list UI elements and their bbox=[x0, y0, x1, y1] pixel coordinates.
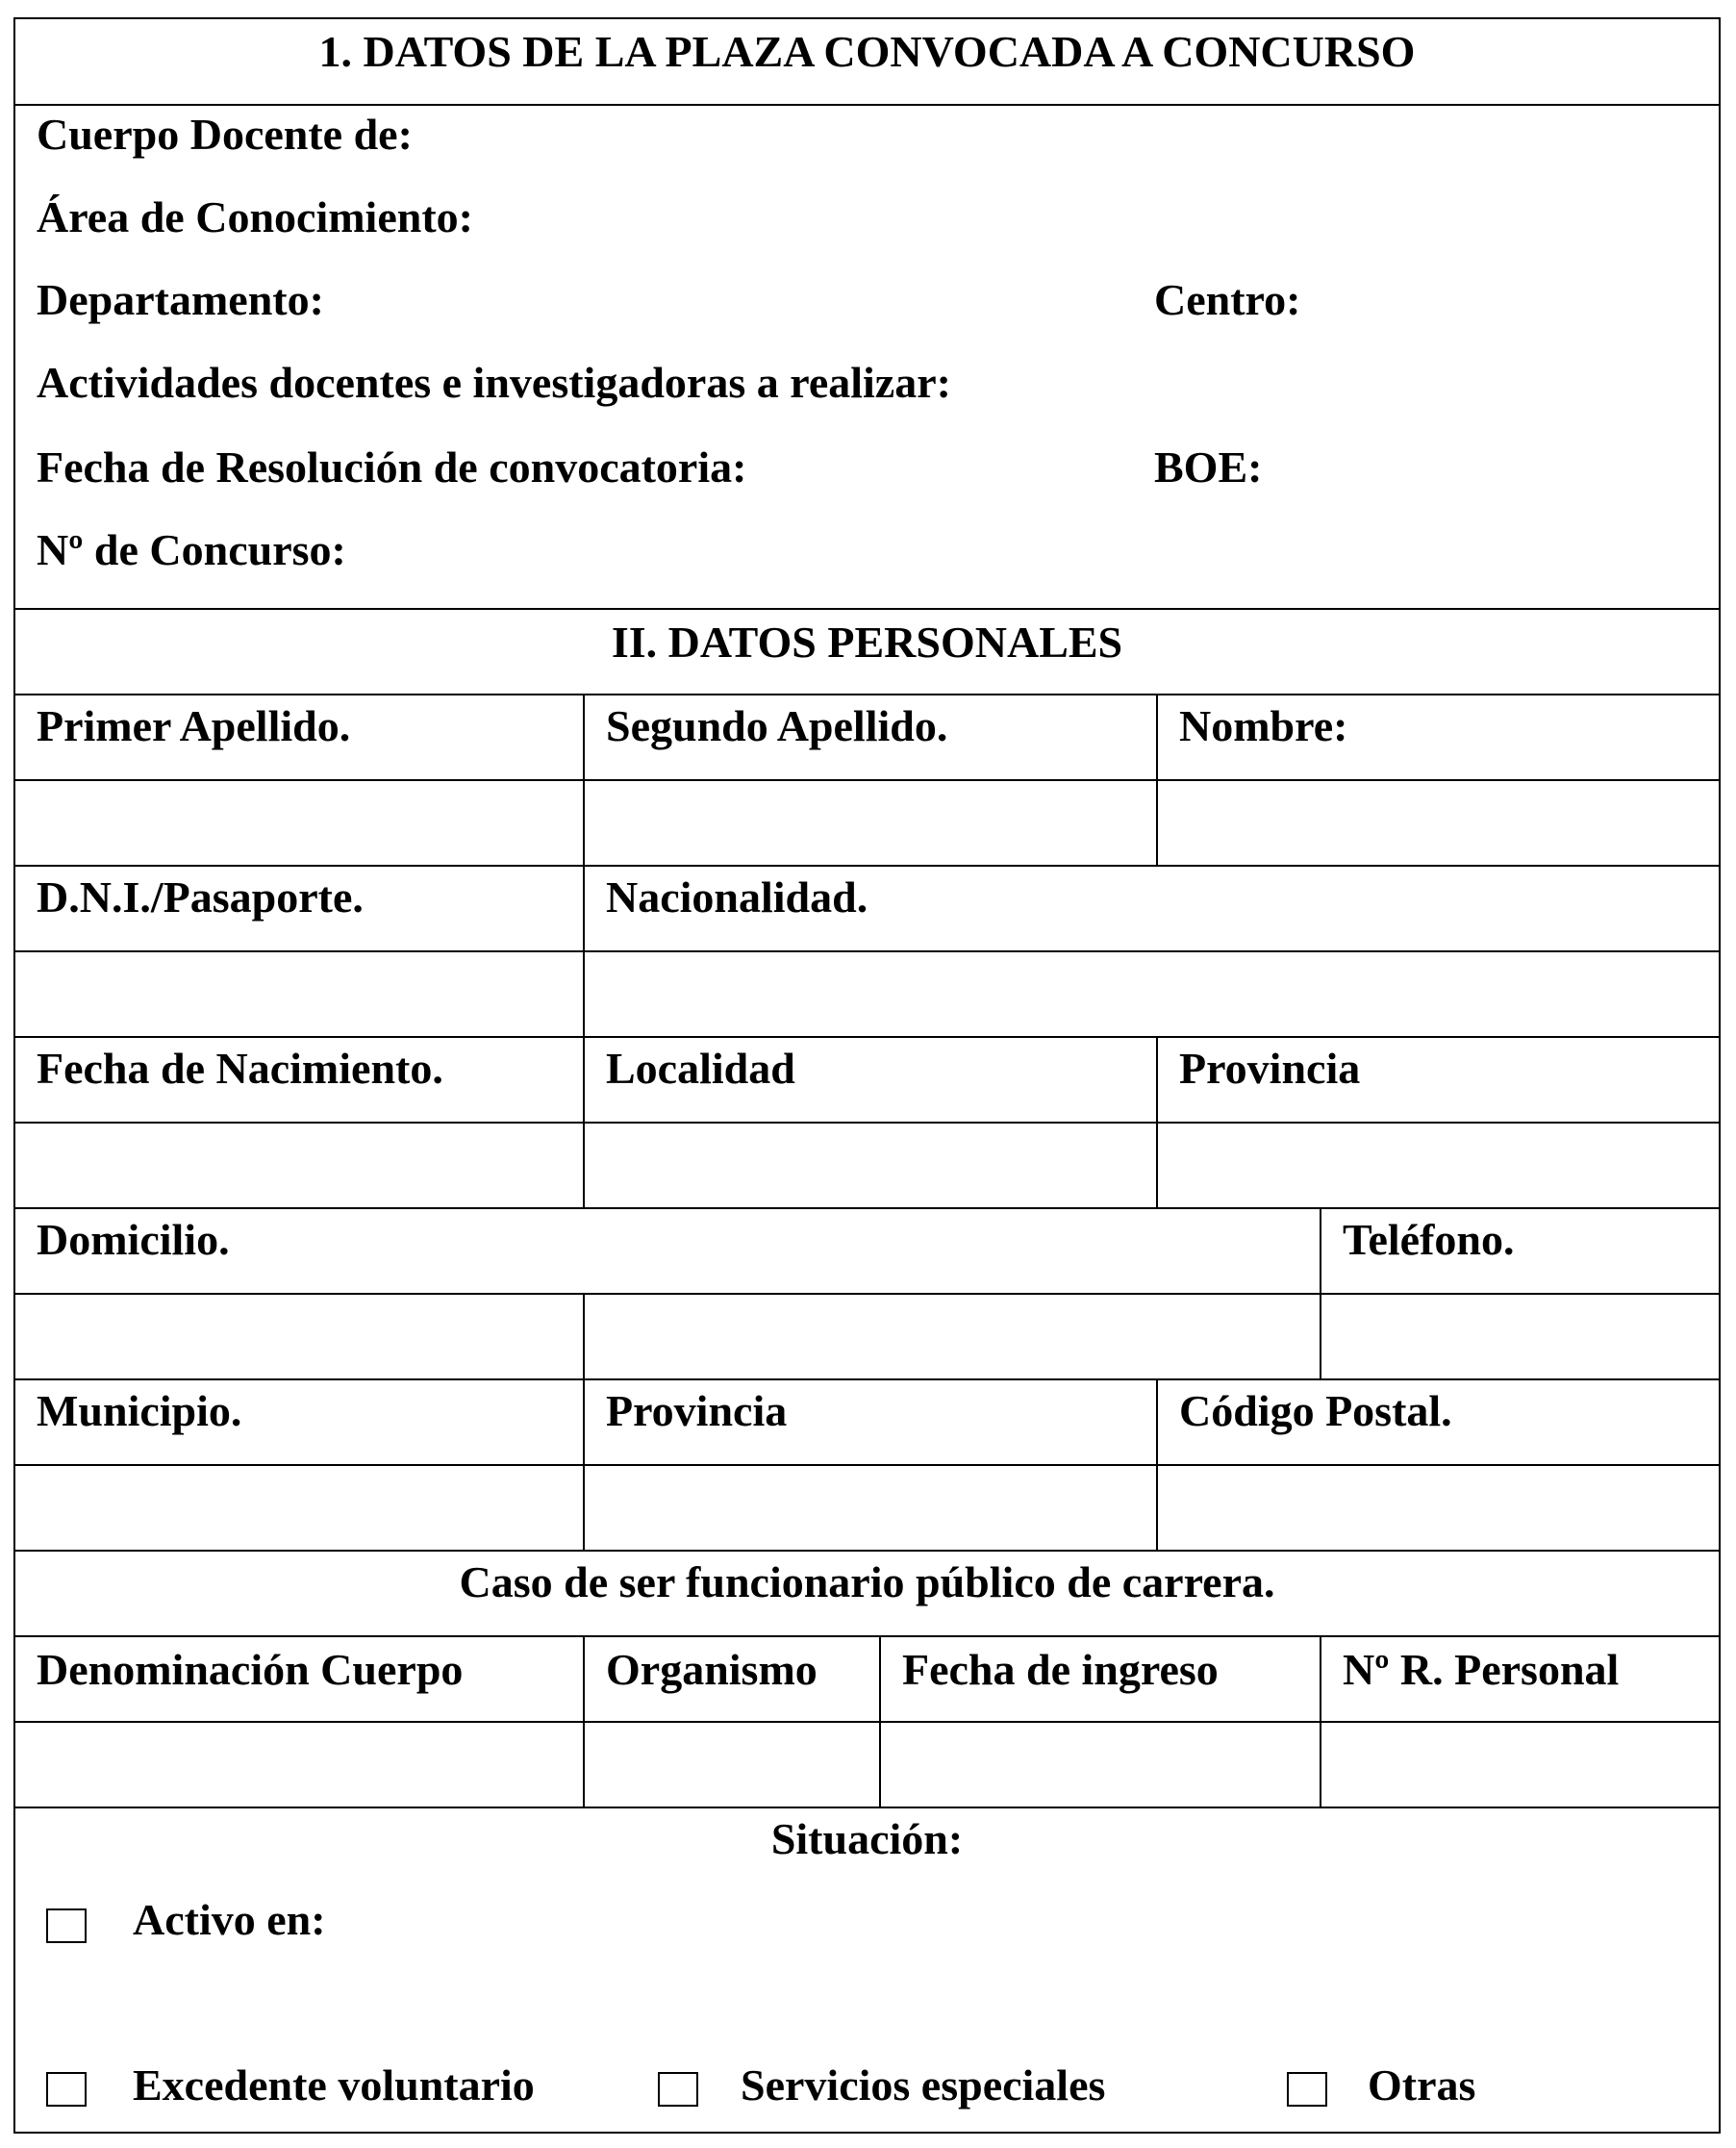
funcionario-header bbox=[15, 1550, 1719, 1635]
funcionario-title: Caso de ser funcionario público de carrera. bbox=[459, 1557, 1275, 1606]
boe-label: BOE: bbox=[1154, 442, 1263, 492]
municipio-label-row bbox=[15, 1378, 1719, 1464]
localidad-field[interactable] bbox=[589, 1127, 1152, 1203]
address-input-row bbox=[15, 1293, 1719, 1378]
fecha-nacimiento-label: Fecha de Nacimiento. bbox=[37, 1044, 443, 1093]
funcionario-input-row bbox=[15, 1721, 1719, 1807]
num-concurso-label: Nº de Concurso: bbox=[37, 525, 346, 574]
organismo-field[interactable] bbox=[589, 1727, 875, 1803]
municipio-input-row bbox=[15, 1464, 1719, 1550]
names-input-row bbox=[15, 779, 1719, 865]
dni-field[interactable] bbox=[19, 956, 579, 1032]
provincia-domicilio-label: Provincia bbox=[606, 1386, 788, 1435]
localidad-label: Localidad bbox=[606, 1044, 795, 1093]
municipio-label: Municipio. bbox=[37, 1386, 242, 1435]
dni-label-row bbox=[15, 865, 1719, 950]
application-form bbox=[13, 17, 1721, 2134]
section2-title: II. DATOS PERSONALES bbox=[611, 618, 1123, 667]
address-label-row bbox=[15, 1207, 1719, 1293]
provincia-nacimiento-label: Provincia bbox=[1179, 1044, 1361, 1093]
dni-input-row bbox=[15, 950, 1719, 1036]
registro-personal-label: Nº R. Personal bbox=[1343, 1645, 1620, 1694]
nacionalidad-field[interactable] bbox=[589, 956, 1715, 1032]
domicilio-label: Domicilio. bbox=[37, 1215, 230, 1264]
fecha-ingreso-label: Fecha de ingreso bbox=[902, 1645, 1219, 1694]
situacion-section bbox=[15, 1807, 1719, 2132]
municipio-field[interactable] bbox=[19, 1470, 579, 1546]
names-label-row bbox=[15, 694, 1719, 779]
funcionario-label-row bbox=[15, 1635, 1719, 1721]
servicios-especiales-checkbox[interactable] bbox=[658, 2072, 698, 2107]
dni-label: D.N.I./Pasaporte. bbox=[37, 872, 364, 922]
domicilio-field[interactable] bbox=[19, 1299, 579, 1375]
section2-header bbox=[15, 608, 1719, 694]
primer-apellido-label: Primer Apellido. bbox=[37, 701, 351, 750]
centro-label: Centro: bbox=[1154, 275, 1301, 324]
domicilio-field-2[interactable] bbox=[589, 1299, 1316, 1375]
primer-apellido-field[interactable] bbox=[19, 785, 579, 861]
registro-personal-field[interactable] bbox=[1325, 1727, 1715, 1803]
excedente-checkbox[interactable] bbox=[46, 2072, 87, 2107]
denominacion-cuerpo-label: Denominación Cuerpo bbox=[37, 1645, 464, 1694]
telefono-label: Teléfono. bbox=[1343, 1215, 1515, 1264]
codigo-postal-label: Código Postal. bbox=[1179, 1386, 1452, 1435]
fecha-nacimiento-field[interactable] bbox=[19, 1127, 579, 1203]
segundo-apellido-label: Segundo Apellido. bbox=[606, 701, 948, 750]
servicios-especiales-label: Servicios especiales bbox=[741, 2060, 1106, 2110]
cuerpo-docente-label: Cuerpo Docente de: bbox=[37, 110, 413, 159]
otras-checkbox[interactable] bbox=[1287, 2072, 1327, 2107]
fecha-ingreso-field[interactable] bbox=[885, 1727, 1316, 1803]
section1-title: 1. DATOS DE LA PLAZA CONVOCADA A CONCURSO bbox=[318, 27, 1416, 76]
birth-label-row bbox=[15, 1036, 1719, 1122]
telefono-field[interactable] bbox=[1325, 1299, 1715, 1375]
denominacion-cuerpo-field[interactable] bbox=[19, 1727, 579, 1803]
nombre-label: Nombre: bbox=[1179, 701, 1348, 750]
area-conocimiento-label: Área de Conocimiento: bbox=[37, 192, 473, 241]
provincia-nacimiento-field[interactable] bbox=[1162, 1127, 1715, 1203]
situacion-title: Situación: bbox=[770, 1814, 964, 1863]
excedente-label: Excedente voluntario bbox=[133, 2060, 535, 2110]
nacionalidad-label: Nacionalidad. bbox=[606, 872, 868, 922]
provincia-domicilio-field[interactable] bbox=[589, 1470, 1152, 1546]
codigo-postal-field[interactable] bbox=[1162, 1470, 1715, 1546]
activo-label: Activo en: bbox=[133, 1895, 326, 1944]
section1-header bbox=[15, 19, 1719, 104]
otras-label: Otras bbox=[1368, 2060, 1476, 2110]
nombre-field[interactable] bbox=[1162, 785, 1715, 861]
section1-body bbox=[15, 104, 1719, 608]
actividades-label: Actividades docentes e investigadoras a realizar: bbox=[37, 358, 951, 407]
fecha-resolucion-label: Fecha de Resolución de convocatoria: bbox=[37, 442, 747, 492]
segundo-apellido-field[interactable] bbox=[589, 785, 1152, 861]
organismo-label: Organismo bbox=[606, 1645, 818, 1694]
activo-checkbox[interactable] bbox=[46, 1908, 87, 1943]
birth-input-row bbox=[15, 1122, 1719, 1207]
departamento-label: Departamento: bbox=[37, 275, 324, 324]
